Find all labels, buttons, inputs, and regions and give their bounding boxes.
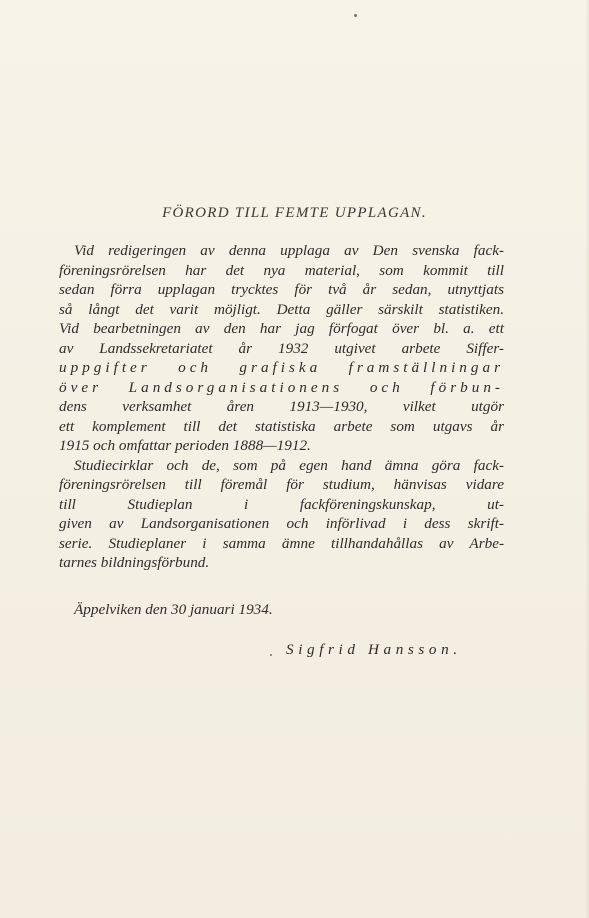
text-line: sedan förra upplagan trycktes för två år sedan, utnyttjats (59, 281, 504, 298)
text-line: Vid redigeringen av denna upplaga av Den svenska fack- (74, 242, 504, 259)
text-line: serie. Studieplaner i samma ämne tillhandahållas av Arbe- (59, 534, 504, 552)
preface-title: FÖRORD TILL FEMTE UPPLAGAN. (162, 205, 427, 221)
paper-speck (270, 654, 272, 656)
text-line-spaced: över Landsorganisationens och förbun- (59, 378, 504, 396)
text-line-spaced: uppgifter och grafiska framställningar (59, 359, 504, 376)
text-line: tarnes bildningsförbund. (59, 554, 210, 571)
text-line: till Studieplan i fackföreningskunskap, ut- (59, 495, 504, 513)
text-line: föreningsrörelsen har det nya material, som kommit till (59, 261, 504, 279)
text-line: av Landssekretariatet år 1932 utgivet arbete Siffer- (59, 339, 504, 357)
date-line: Äppelviken den 30 januari 1934. (74, 601, 273, 618)
text-line: ett komplement till det statistiska arbete som utgavs år (59, 417, 504, 435)
text-line: föreningsrörelsen till föremål för studium, hänvisas vidare (59, 476, 504, 493)
text-line: så långt det varit möjligt. Detta gäller särskilt statistiken. (59, 300, 504, 318)
text-line: Studiecirklar och de, som på egen hand ämna göra fack- (74, 456, 504, 474)
text-line: 1915 och omfattar perioden 1888—1912. (59, 437, 311, 454)
paper-speck (354, 14, 357, 17)
preface-body (59, 241, 504, 573)
text-line: given av Landsorganisationen och införlivad i dess skrift- (59, 515, 504, 532)
text-line: Vid bearbetningen av den har jag förfogat över bl. a. ett (59, 320, 504, 337)
page-edge-shadow (585, 0, 589, 918)
signature: Sigfrid Hansson. (286, 641, 462, 658)
text-line: dens verksamhet åren 1913—1930, vilket utgör (59, 398, 504, 415)
